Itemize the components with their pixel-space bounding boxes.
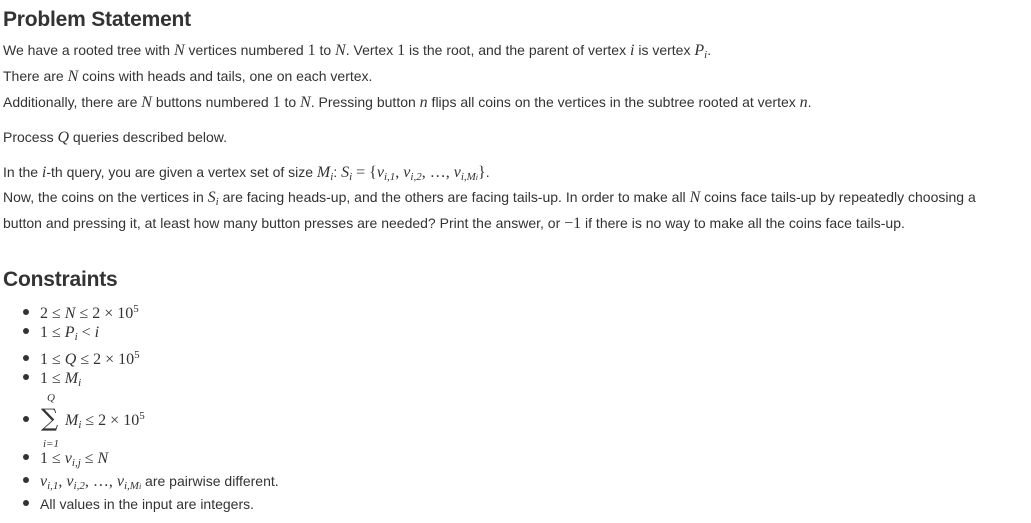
constraints-heading: Constraints: [3, 268, 118, 291]
bullet-icon: [23, 374, 29, 380]
constraint-item: All values in the input are integers.: [23, 494, 254, 514]
constraint-item: Q ∑ i=1 $M_i \le 2 \times 10^5$: [23, 386, 145, 446]
statement-line-2: There are N coins with heads and tails, one on each vertex.: [3, 68, 373, 85]
constraint-item: $1 \le v_{i,j} \le N$: [23, 448, 108, 473]
statement-line-7: button and pressing it, at least how many button presses are needed? Print the answer, or −1 if there is no way to make all the coins face tails-up.: [3, 215, 905, 232]
constraint-item: $1 \le P_i < i$: [23, 322, 99, 347]
bullet-icon: [23, 500, 29, 506]
bullet-icon: [23, 477, 29, 483]
constraint-item: $v_{i,1}$, $v_{i,2}$, …, $v_{i,Mi}$ are pairwise different.: [23, 471, 279, 497]
statement-line-5: In the i-th query, you are given a vertex set of size $M_i$: $S_i = \{v_{i,1}$, $v_{i,2}$, …, $v_{i,Mi}$}.: [3, 164, 490, 183]
problem-statement-heading: Problem Statement: [3, 8, 191, 31]
statement-line-3: Additionally, there are N buttons numbered 1 to N. Pressing button n flips all coins on the vertices in the subtree rooted at vertex n.: [3, 94, 812, 111]
summation: Q ∑ i=1: [41, 392, 59, 451]
constraint-item: $1 \le M_i$: [23, 368, 81, 393]
statement-line-6: Now, the coins on the vertices in $S_i$ are facing heads-up, and the others are facing tails-up. In order to make all N coins face tails-up by repeatedly choosing a: [3, 189, 976, 208]
statement-line-1: We have a rooted tree with N vertices numbered 1 to N. Vertex 1 is the root, and the parent of vertex i is vertex $P_i$.: [3, 42, 712, 61]
bullet-icon: [23, 416, 29, 422]
bullet-icon: [23, 355, 29, 361]
bullet-icon: [23, 328, 29, 334]
bullet-icon: [23, 454, 29, 460]
constraint-item: $1 \le Q \le 2 \times 10^5$: [23, 345, 140, 370]
bullet-icon: [23, 309, 29, 315]
statement-line-4: Process Q queries described below.: [3, 129, 228, 146]
constraint-item: $2 \le N \le 2 \times 10^5$: [23, 299, 139, 324]
